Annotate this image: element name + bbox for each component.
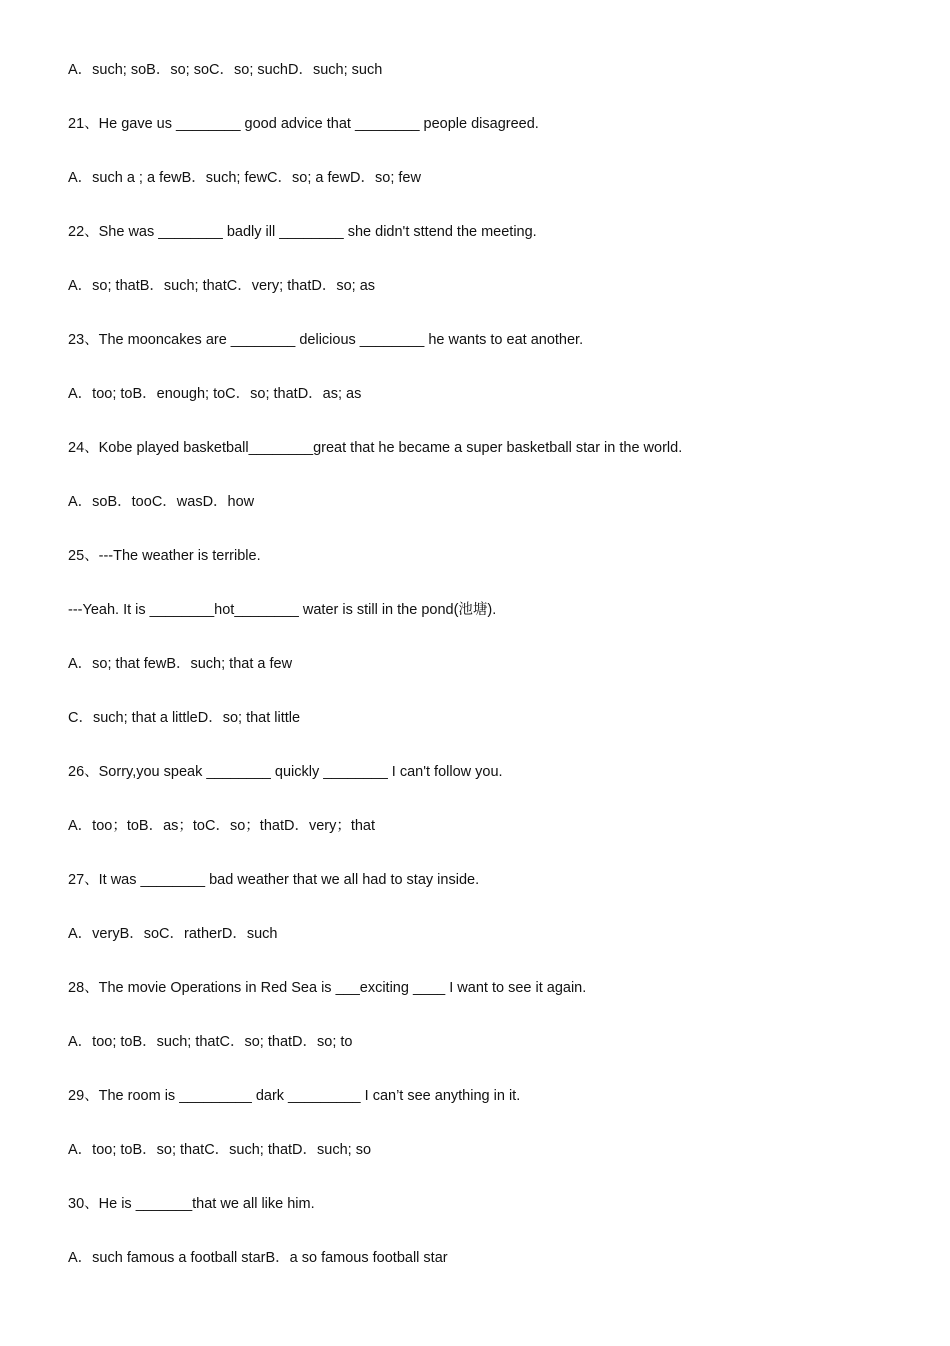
q30-options: A．such famous a football starB．a so famous football star [68,1250,448,1266]
q25-options-cd: C．such; that a littleD．so; that little [68,710,301,726]
q23-question: 23、The mooncakes are ________ delicious ________ he wants to eat another. [68,332,584,348]
q30-question: 30、He is _______that we all like him. [68,1196,315,1212]
q25-question-2: ---Yeah. It is ________hot________ water is still in the pond(池塘). [68,602,497,618]
q28-question: 28、The movie Operations in Red Sea is ___exciting ____ I want to see it again. [68,980,587,996]
q25-question: 25、---The weather is terrible. [68,548,261,564]
q21-options: A．such a ; a fewB．such; fewC．so; a fewD．so; few [68,170,421,186]
q28-options: A．too; toB．such; thatC．so; thatD．so; to [68,1034,353,1050]
q23-options: A．too; toB．enough; toC．so; thatD．as; as [68,386,362,402]
q27-options: A．veryB．soC．ratherD．such [68,926,278,942]
q25-options-ab: A．so; that fewB．such; that a few [68,656,293,672]
q29-question: 29、The room is _________ dark _________ I can’t see anything in it. [68,1088,521,1104]
q24-question: 24、Kobe played basketball________great that he became a super basketball star in the world. [68,440,683,456]
q26-options: A．too；toB．as；toC．so；thatD．very；that [68,818,376,834]
q21-question: 21、He gave us ________ good advice that ________ people disagreed. [68,116,539,132]
q29-options: A．too; toB．so; thatC．such; thatD．such; so [68,1142,372,1158]
q24-options: A．soB．tooC．wasD．how [68,494,255,510]
q22-options: A．so; thatB．such; thatC．very; thatD．so; as [68,278,376,294]
q20-options: A．such; soB．so; soC．so; suchD．such; such [68,62,383,78]
q27-question: 27、It was ________ bad weather that we all had to stay inside. [68,872,480,888]
q22-question: 22、She was ________ badly ill ________ she didn't sttend the meeting. [68,224,537,240]
q26-question: 26、Sorry,you speak ________ quickly ________ I can't follow you. [68,764,503,780]
